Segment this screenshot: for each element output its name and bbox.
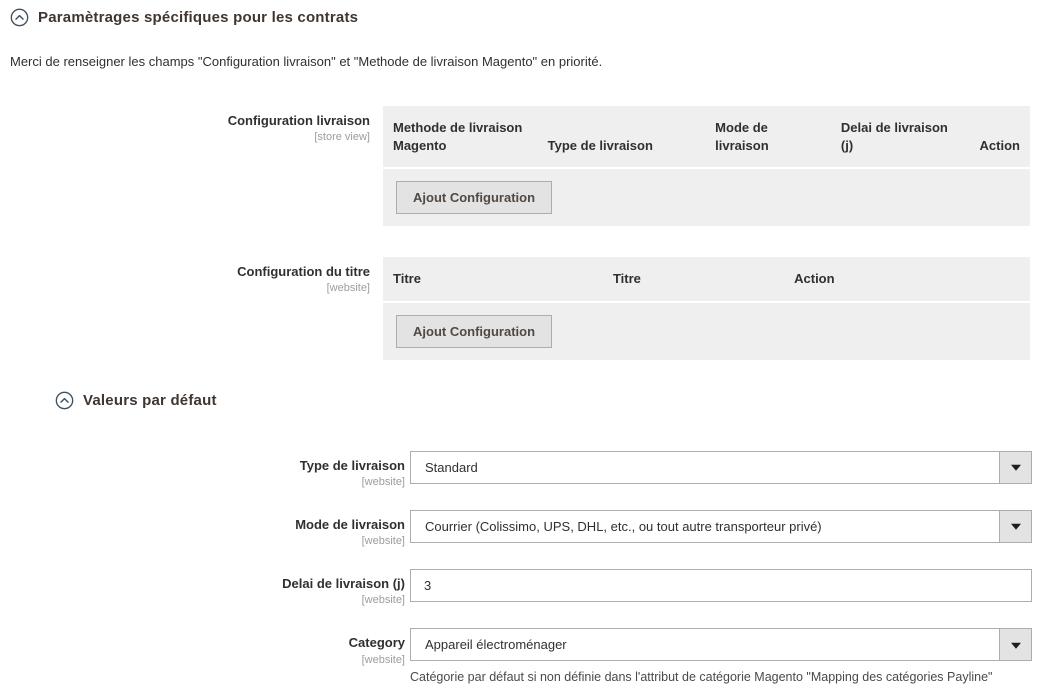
category-hint: Catégorie par défaut si non définie dans l'attribut de catégorie Magento "Mapping des catégories Payline" — [410, 670, 993, 685]
col-action: Action — [970, 106, 1030, 167]
field-scope: [website] — [361, 475, 405, 488]
col-mode-livraison: Mode de livraison — [705, 106, 831, 167]
select-value: Courrier (Colissimo, UPS, DHL, etc., ou tout autre transporteur privé) — [425, 518, 822, 534]
field-configuration-livraison — [0, 106, 1050, 226]
section-title: Valeurs par défaut — [83, 391, 217, 409]
col-titre-2: Titre — [603, 257, 784, 301]
select-value: Standard — [425, 459, 478, 475]
field-label: Configuration du titre — [237, 264, 370, 280]
table-footer-row — [383, 167, 1030, 226]
field-scope: [website] — [361, 535, 405, 548]
livraison-config-table — [383, 106, 1030, 226]
caret-down-icon[interactable] — [999, 511, 1031, 542]
section-defaults-header[interactable] — [55, 391, 217, 410]
field-scope: [store view] — [314, 131, 370, 144]
field-scope: [website] — [361, 653, 405, 666]
caret-down-icon[interactable] — [999, 629, 1031, 660]
delai-de-livraison-input[interactable] — [410, 569, 1032, 602]
field-mode-de-livraison — [0, 510, 1050, 547]
table-header-row — [383, 257, 1030, 301]
select-value: Appareil électroménager — [425, 637, 567, 653]
section-contracts — [0, 8, 1050, 360]
field-configuration-titre — [0, 257, 1050, 360]
type-de-livraison-select[interactable] — [410, 451, 1032, 484]
ajout-configuration-button[interactable]: Ajout Configuration — [396, 315, 552, 348]
col-type-livraison: Type de livraison — [538, 106, 706, 167]
field-scope: [website] — [361, 594, 405, 607]
col-titre-1: Titre — [383, 257, 603, 301]
col-action: Action — [784, 257, 1030, 301]
field-label: Delai de livraison (j) — [282, 576, 405, 592]
section-title: Paramètrages spécifiques pour les contrats — [38, 9, 359, 26]
field-scope: [website] — [326, 282, 370, 295]
section-contracts-header[interactable] — [10, 8, 358, 27]
category-select[interactable] — [410, 628, 1032, 661]
collapse-icon — [55, 391, 74, 410]
field-label: Configuration livraison — [227, 113, 370, 128]
section-comment: Merci de renseigner les champs "Configuration livraison" et "Methode de livraison Magento" en priorité. — [10, 54, 603, 69]
field-category — [0, 628, 1050, 684]
field-label: Mode de livraison — [295, 516, 405, 532]
field-type-de-livraison — [0, 451, 1050, 488]
ajout-configuration-button[interactable]: Ajout Configuration — [396, 181, 552, 214]
table-header-row — [383, 106, 1030, 167]
col-delai-livraison: Delai de livraison (j) — [831, 106, 970, 167]
col-methode-livraison-magento: Methode de livraison Magento — [383, 106, 538, 167]
titre-config-table — [383, 257, 1030, 360]
table-footer-row — [383, 301, 1030, 360]
field-label: Type de livraison — [299, 457, 405, 473]
field-delai-de-livraison — [0, 569, 1050, 606]
collapse-icon — [10, 8, 29, 27]
section-defaults — [0, 391, 1050, 685]
caret-down-icon[interactable] — [999, 452, 1031, 483]
mode-de-livraison-select[interactable] — [410, 510, 1032, 543]
field-label: Category — [348, 635, 405, 651]
